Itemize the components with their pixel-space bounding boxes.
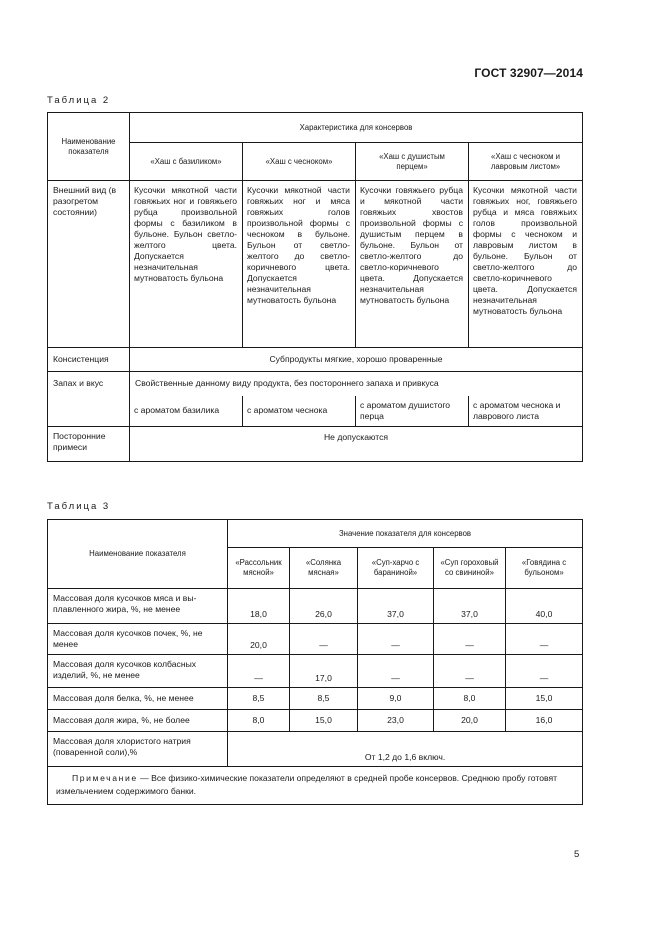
cell-value: —	[228, 655, 290, 688]
cell-value: 8,0	[434, 688, 506, 710]
t2-product-header: «Хаш с чесноком»	[243, 143, 356, 181]
cell-value: Субпродукты мягкие, хорошо проваренные	[130, 348, 583, 372]
t2-product-header: «Хаш с чесноком и лавровым листом»	[469, 143, 583, 181]
row-label: Запах и вкус	[48, 372, 130, 427]
row-label: Массовая доля белка, %, не менее	[48, 688, 228, 710]
cell-value: —	[506, 624, 583, 655]
cell-value: Кусочки говяжьего рубца и мякотной части говяжьих хвостов произвольной формы с душистым перцем в бульоне. Бульон от светло-желтого до светло-коричневого цвета. Допускается незначительная мутноватость бульона	[356, 181, 469, 348]
row-label: Посторонние примеси	[48, 427, 130, 462]
cell-value: —	[358, 624, 434, 655]
table-2-caption: Таблица 2	[47, 95, 111, 106]
cell-value: 26,0	[290, 589, 358, 624]
cell-value: Кусочки мякотной части говяжьих ног и говяжьего рубца произвольной формы с базиликом в бульоне. Бульон светло-желтого цвета. Допускается незначительная мутноватость бульона	[130, 181, 243, 348]
t3-product-header: «Солянка мясная»	[290, 548, 358, 589]
cell-value: От 1,2 до 1,6 включ.	[228, 732, 583, 767]
table-3	[47, 519, 583, 805]
row-label: Массовая доля кусочков почек, %, не менее	[48, 624, 228, 655]
cell-value: 37,0	[434, 589, 506, 624]
cell-value: —	[358, 655, 434, 688]
cell-value: —	[290, 624, 358, 655]
cell-value: с ароматом чеснока и лаврового листа	[469, 396, 583, 427]
cell-value: с ароматом базилика	[130, 396, 243, 427]
t3-product-header: «Рассольник мясной»	[228, 548, 290, 589]
row-label: Массовая доля жира, %, не более	[48, 710, 228, 732]
t2-group-header: Характеристика для консервов	[130, 113, 583, 143]
t3-product-header: «Говядина с бульоном»	[506, 548, 583, 589]
table-row	[48, 181, 583, 348]
t3-product-header: «Суп-харчо с бараниной»	[358, 548, 434, 589]
cell-value: с ароматом душистого перца	[356, 396, 469, 427]
table-row	[48, 688, 583, 710]
table-row	[48, 372, 583, 396]
table-row	[48, 427, 583, 462]
row-label: Внешний вид (в разогретом состоянии)	[48, 181, 130, 348]
table-3-caption: Таблица 3	[47, 501, 111, 512]
table-2	[47, 112, 583, 462]
t3-col-name: Наименование показателя	[48, 520, 228, 589]
cell-value: 8,5	[290, 688, 358, 710]
cell-value: 37,0	[358, 589, 434, 624]
cell-value: 16,0	[506, 710, 583, 732]
cell-value: 17,0	[290, 655, 358, 688]
t2-product-header: «Хаш с душистым перцем»	[356, 143, 469, 181]
cell-value: 8,0	[228, 710, 290, 732]
t3-product-header: «Суп гороховый со свининой»	[434, 548, 506, 589]
cell-value: —	[434, 624, 506, 655]
table-row	[48, 655, 583, 688]
cell-value: 40,0	[506, 589, 583, 624]
cell-value: Свойственные данному виду продукта, без постороннего запаха и привкуса	[130, 372, 583, 396]
cell-value: —	[434, 655, 506, 688]
t2-product-header: «Хаш с базиликом»	[130, 143, 243, 181]
cell-value: 20,0	[228, 624, 290, 655]
cell-value: 8,5	[228, 688, 290, 710]
t2-col-name: Наименование показателя	[48, 113, 130, 181]
row-label: Массовая доля хлористого натрия (поваренной соли),%	[48, 732, 228, 767]
cell-value: Не допускаются	[130, 427, 583, 462]
cell-value: Кусочки мякотной части говяжьих ног и мяса говяжьих голов произвольной формы с чесноком в бульоне. Бульон от светло-желтого до светло-коричневого цвета. Допускается незначительная мутноватость бульона	[243, 181, 356, 348]
cell-value: 15,0	[506, 688, 583, 710]
table-note	[48, 767, 583, 805]
table-row	[48, 732, 583, 767]
table-row	[48, 589, 583, 624]
note-text: — Все физико-химические показатели определяют в средней пробе консервов. Среднюю пробу готовят измельчением содержимого банки.	[56, 773, 558, 796]
table-row	[48, 710, 583, 732]
table-row	[48, 767, 583, 805]
row-label: Консистенция	[48, 348, 130, 372]
row-label: Массовая доля кусочков мяса и вы-плавленного жира, %, не менее	[48, 589, 228, 624]
cell-value: с ароматом чеснока	[243, 396, 356, 427]
cell-value: 23,0	[358, 710, 434, 732]
note-prefix: Примечание	[72, 773, 138, 783]
cell-value: 15,0	[290, 710, 358, 732]
cell-value: 20,0	[434, 710, 506, 732]
t3-group-header: Значение показателя для консервов	[228, 520, 583, 548]
cell-value: —	[506, 655, 583, 688]
page-number: 5	[574, 849, 580, 860]
row-label: Массовая доля кусочков колбасных изделий, %, не менее	[48, 655, 228, 688]
cell-value: 9,0	[358, 688, 434, 710]
cell-value: 18,0	[228, 589, 290, 624]
table-row	[48, 348, 583, 372]
table-row	[48, 624, 583, 655]
document-code: ГОСТ 32907—2014	[474, 66, 583, 80]
cell-value: Кусочки мякотной части говяжьих ног, говяжьего рубца и мяса говяжьих голов произвольной формы с чесноком и лавровым листом в бульоне. Бульон от светло-желтого до светло-коричневого цвета. Допускается незначительная мутноватость бульона	[469, 181, 583, 348]
